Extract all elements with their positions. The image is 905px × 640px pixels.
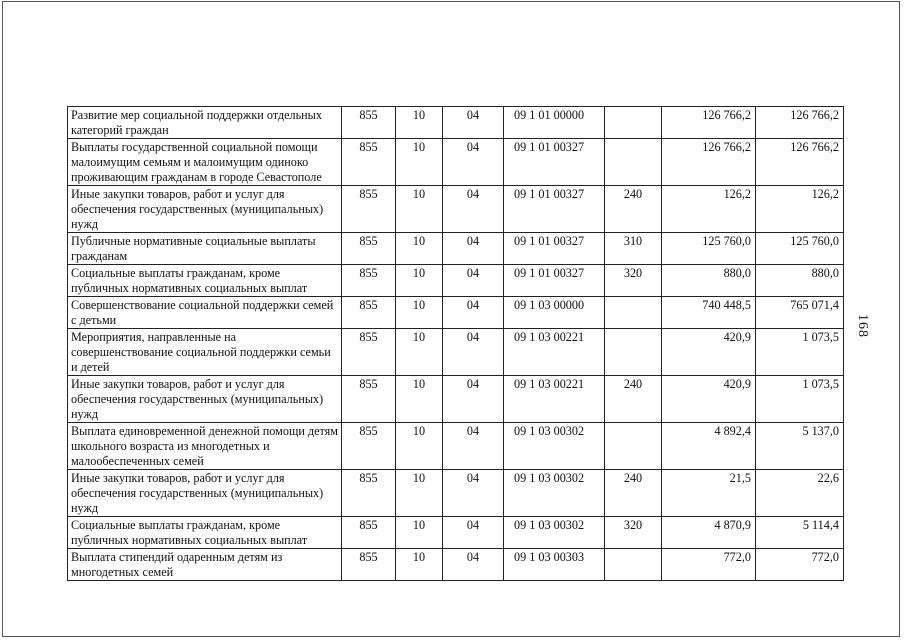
ministry-code-cell: 855 bbox=[342, 423, 396, 470]
row-name-cell: Мероприятия, направленные на совершенствование социальной поддержки семьи и детей bbox=[68, 329, 342, 376]
amount-year2-cell: 126 766,2 bbox=[756, 107, 844, 139]
expense-type-cell bbox=[605, 549, 662, 581]
table-row bbox=[68, 549, 844, 581]
amount-year2-cell: 1 073,5 bbox=[756, 329, 844, 376]
target-article-cell: 09 1 01 00000 bbox=[504, 107, 605, 139]
amount-year1-cell: 420,9 bbox=[662, 329, 756, 376]
target-article-cell: 09 1 03 00303 bbox=[504, 549, 605, 581]
section-code-cell: 10 bbox=[396, 139, 443, 186]
amount-year1-cell: 126 766,2 bbox=[662, 139, 756, 186]
expense-type-cell bbox=[605, 297, 662, 329]
section-code-cell: 10 bbox=[396, 297, 443, 329]
row-name-cell: Развитие мер социальной поддержки отдельных категорий граждан bbox=[68, 107, 342, 139]
ministry-code-cell: 855 bbox=[342, 517, 396, 549]
table-row bbox=[68, 376, 844, 423]
table-row bbox=[68, 139, 844, 186]
target-article-cell: 09 1 01 00327 bbox=[504, 186, 605, 233]
amount-year2-cell: 22,6 bbox=[756, 470, 844, 517]
section-code-cell: 10 bbox=[396, 470, 443, 517]
target-article-cell: 09 1 01 00327 bbox=[504, 265, 605, 297]
table-row bbox=[68, 265, 844, 297]
amount-year2-cell: 880,0 bbox=[756, 265, 844, 297]
expense-type-cell bbox=[605, 329, 662, 376]
target-article-cell: 09 1 03 00302 bbox=[504, 423, 605, 470]
row-name-cell: Совершенствование социальной поддержки семей с детьми bbox=[68, 297, 342, 329]
row-name-cell: Иные закупки товаров, работ и услуг для обеспечения государственных (муниципальных) нужд bbox=[68, 376, 342, 423]
amount-year2-cell: 126,2 bbox=[756, 186, 844, 233]
subsection-code-cell: 04 bbox=[443, 297, 504, 329]
ministry-code-cell: 855 bbox=[342, 329, 396, 376]
amount-year1-cell: 420,9 bbox=[662, 376, 756, 423]
target-article-cell: 09 1 01 00327 bbox=[504, 233, 605, 265]
section-code-cell: 10 bbox=[396, 376, 443, 423]
row-name-cell: Социальные выплаты гражданам, кроме публичных нормативных социальных выплат bbox=[68, 265, 342, 297]
ministry-code-cell: 855 bbox=[342, 107, 396, 139]
amount-year1-cell: 126,2 bbox=[662, 186, 756, 233]
row-name-cell: Иные закупки товаров, работ и услуг для обеспечения государственных (муниципальных) нужд bbox=[68, 186, 342, 233]
subsection-code-cell: 04 bbox=[443, 233, 504, 265]
amount-year1-cell: 21,5 bbox=[662, 470, 756, 517]
expense-type-cell: 320 bbox=[605, 517, 662, 549]
target-article-cell: 09 1 03 00221 bbox=[504, 329, 605, 376]
subsection-code-cell: 04 bbox=[443, 329, 504, 376]
page-number: 168 bbox=[855, 314, 870, 338]
row-name-cell: Социальные выплаты гражданам, кроме публичных нормативных социальных выплат bbox=[68, 517, 342, 549]
amount-year2-cell: 125 760,0 bbox=[756, 233, 844, 265]
amount-year1-cell: 880,0 bbox=[662, 265, 756, 297]
row-name-cell: Выплата стипендий одаренным детям из многодетных семей bbox=[68, 549, 342, 581]
section-code-cell: 10 bbox=[396, 549, 443, 581]
table-row bbox=[68, 517, 844, 549]
ministry-code-cell: 855 bbox=[342, 470, 396, 517]
subsection-code-cell: 04 bbox=[443, 549, 504, 581]
ministry-code-cell: 855 bbox=[342, 265, 396, 297]
table-row bbox=[68, 233, 844, 265]
subsection-code-cell: 04 bbox=[443, 186, 504, 233]
expense-type-cell bbox=[605, 423, 662, 470]
section-code-cell: 10 bbox=[396, 107, 443, 139]
ministry-code-cell: 855 bbox=[342, 139, 396, 186]
section-code-cell: 10 bbox=[396, 186, 443, 233]
subsection-code-cell: 04 bbox=[443, 517, 504, 549]
expense-type-cell: 240 bbox=[605, 186, 662, 233]
table-row bbox=[68, 329, 844, 376]
table-row bbox=[68, 423, 844, 470]
subsection-code-cell: 04 bbox=[443, 265, 504, 297]
ministry-code-cell: 855 bbox=[342, 376, 396, 423]
expense-type-cell: 240 bbox=[605, 470, 662, 517]
table-row bbox=[68, 297, 844, 329]
row-name-cell: Выплаты государственной социальной помощи малоимущим семьям и малоимущим одиноко проживающим гражданам в городе Севастополе bbox=[68, 139, 342, 186]
section-code-cell: 10 bbox=[396, 265, 443, 297]
expense-type-cell: 320 bbox=[605, 265, 662, 297]
table-row bbox=[68, 470, 844, 517]
row-name-cell: Иные закупки товаров, работ и услуг для обеспечения государственных (муниципальных) нужд bbox=[68, 470, 342, 517]
amount-year1-cell: 4 870,9 bbox=[662, 517, 756, 549]
expense-type-cell: 310 bbox=[605, 233, 662, 265]
expense-type-cell: 240 bbox=[605, 376, 662, 423]
table-row bbox=[68, 107, 844, 139]
subsection-code-cell: 04 bbox=[443, 107, 504, 139]
subsection-code-cell: 04 bbox=[443, 376, 504, 423]
subsection-code-cell: 04 bbox=[443, 470, 504, 517]
target-article-cell: 09 1 01 00327 bbox=[504, 139, 605, 186]
row-name-cell: Выплата единовременной денежной помощи детям школьного возраста из многодетных и малообеспеченных семей bbox=[68, 423, 342, 470]
amount-year2-cell: 1 073,5 bbox=[756, 376, 844, 423]
amount-year1-cell: 125 760,0 bbox=[662, 233, 756, 265]
table-body bbox=[68, 107, 844, 581]
section-code-cell: 10 bbox=[396, 517, 443, 549]
table-row bbox=[68, 186, 844, 233]
amount-year2-cell: 5 137,0 bbox=[756, 423, 844, 470]
amount-year1-cell: 772,0 bbox=[662, 549, 756, 581]
amount-year1-cell: 4 892,4 bbox=[662, 423, 756, 470]
section-code-cell: 10 bbox=[396, 329, 443, 376]
amount-year2-cell: 765 071,4 bbox=[756, 297, 844, 329]
section-code-cell: 10 bbox=[396, 233, 443, 265]
ministry-code-cell: 855 bbox=[342, 186, 396, 233]
amount-year1-cell: 740 448,5 bbox=[662, 297, 756, 329]
amount-year1-cell: 126 766,2 bbox=[662, 107, 756, 139]
subsection-code-cell: 04 bbox=[443, 139, 504, 186]
subsection-code-cell: 04 bbox=[443, 423, 504, 470]
target-article-cell: 09 1 03 00000 bbox=[504, 297, 605, 329]
ministry-code-cell: 855 bbox=[342, 297, 396, 329]
expense-type-cell bbox=[605, 107, 662, 139]
section-code-cell: 10 bbox=[396, 423, 443, 470]
amount-year2-cell: 772,0 bbox=[756, 549, 844, 581]
amount-year2-cell: 126 766,2 bbox=[756, 139, 844, 186]
target-article-cell: 09 1 03 00302 bbox=[504, 517, 605, 549]
ministry-code-cell: 855 bbox=[342, 233, 396, 265]
expense-type-cell bbox=[605, 139, 662, 186]
target-article-cell: 09 1 03 00221 bbox=[504, 376, 605, 423]
amount-year2-cell: 5 114,4 bbox=[756, 517, 844, 549]
ministry-code-cell: 855 bbox=[342, 549, 396, 581]
row-name-cell: Публичные нормативные социальные выплаты гражданам bbox=[68, 233, 342, 265]
budget-table bbox=[67, 106, 844, 581]
target-article-cell: 09 1 03 00302 bbox=[504, 470, 605, 517]
